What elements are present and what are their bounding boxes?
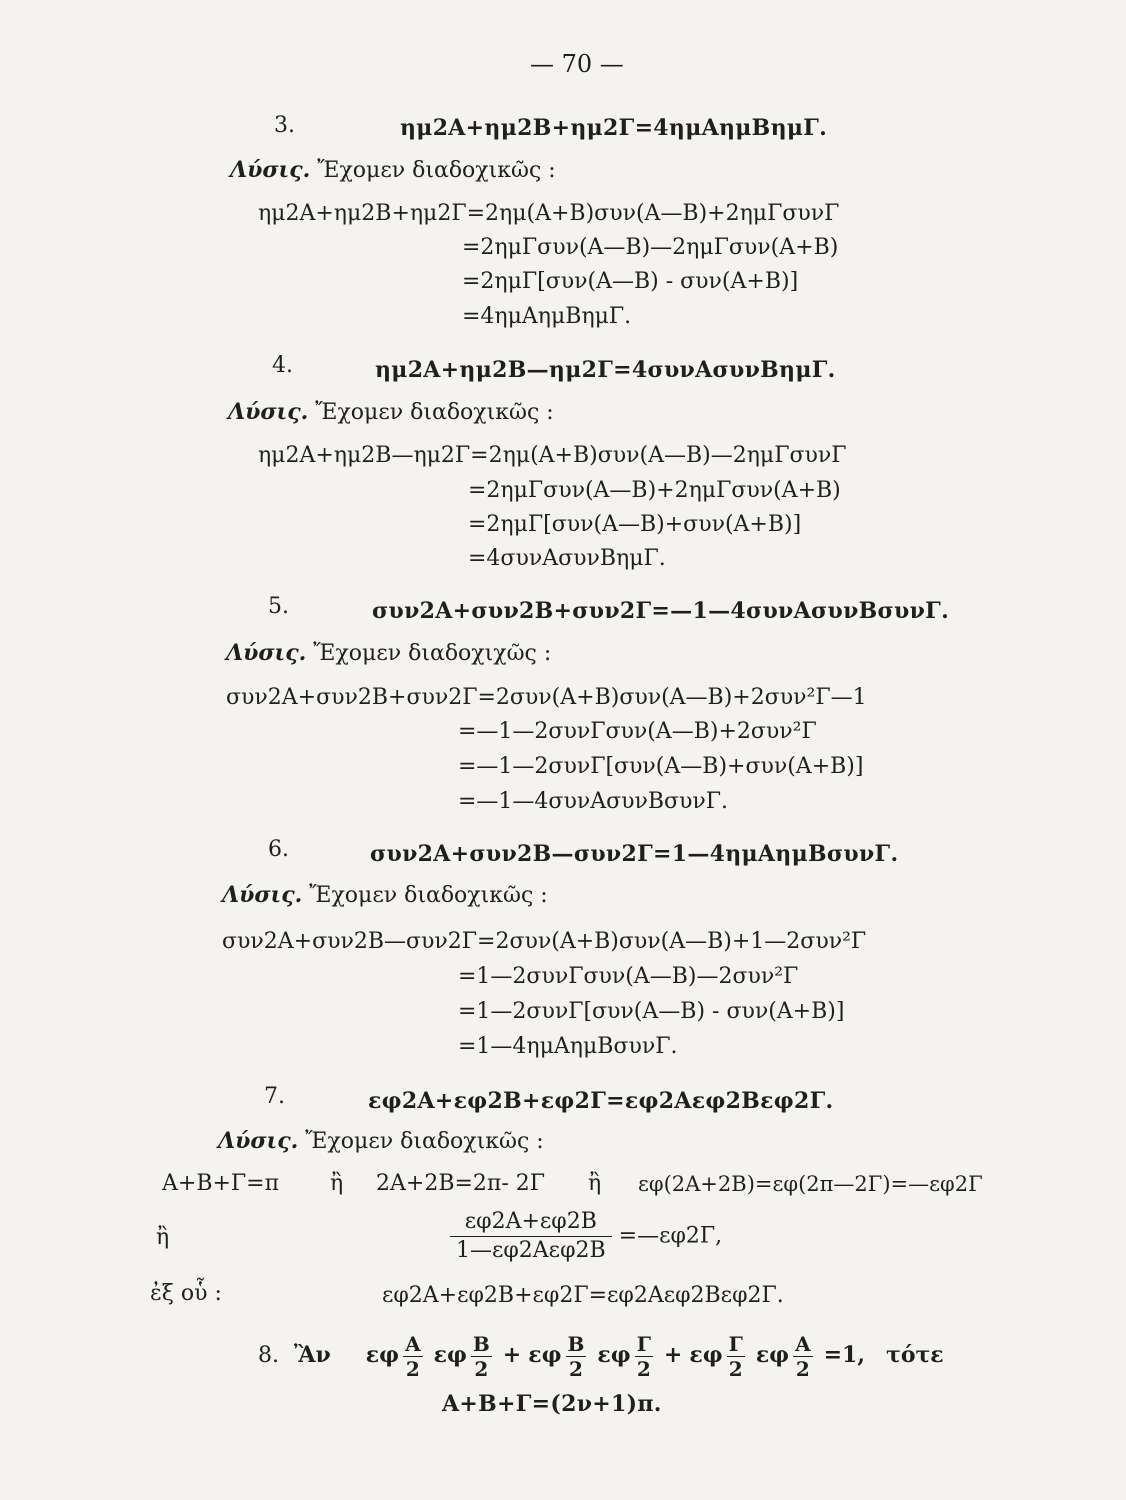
problem-7-row-1-or-1: ἢ xyxy=(330,1171,344,1196)
half-angle-A: $\frac{A}{2}$ xyxy=(795,1331,811,1381)
tan-symbol: εφ xyxy=(433,1342,467,1368)
problem-5-line-2: =—1—2συνΓσυν(Α—Β)+2συν²Γ xyxy=(458,719,817,744)
problem-4-line-3: =2ημΓ[συν(Α—Β)+συν(Α+Β)] xyxy=(468,512,802,537)
problem-7-fraction-row xyxy=(450,1208,722,1265)
solution-text: Ἔχομεν διαδοχικῶς : xyxy=(315,400,554,425)
problem-5-solution-intro xyxy=(226,639,551,668)
problem-6-line-2: =1—2συνΓσυν(Α—Β)—2συν²Γ xyxy=(458,964,799,989)
problem-7-row-2-or: ἢ xyxy=(156,1225,170,1250)
problem-5-statement: συν2Α+συν2Β+συν2Γ=—1—4συνΑσυνΒσυνΓ. xyxy=(372,598,950,624)
solution-label: Λύσις. xyxy=(222,882,303,908)
tan-symbol: εφ xyxy=(597,1342,631,1368)
problem-8-number: 8. xyxy=(258,1343,279,1368)
problem-7-row-1a: Α+Β+Γ=π xyxy=(162,1171,280,1196)
problem-5-line-4: =—1—4συνΑσυνΒσυνΓ. xyxy=(458,789,729,814)
half-angle-B: $\frac{B}{2}$ xyxy=(472,1331,490,1381)
problem-6-line-3: =1—2συνΓ[συν(Α—Β) - συν(Α+Β)] xyxy=(458,999,845,1024)
problem-7-row-3-equation: εφ2Α+εφ2Β+εφ2Γ=εφ2Αεφ2Βεφ2Γ. xyxy=(382,1283,784,1308)
fraction-numerator: εφ2Α+εφ2Β xyxy=(450,1208,612,1237)
fraction xyxy=(450,1208,612,1265)
solution-label: Λύσις. xyxy=(228,399,309,425)
problem-7-number: 7. xyxy=(264,1084,285,1109)
problem-5-line-1: συν2Α+συν2Β+συν2Γ=2συν(Α+Β)συν(Α—Β)+2συν²Γ—1 xyxy=(226,685,867,710)
tan-symbol: εφ xyxy=(689,1342,723,1368)
problem-7-row-3-label: ἐξ οὗ : xyxy=(150,1281,222,1306)
tan-symbol: εφ xyxy=(528,1342,562,1368)
solution-label: Λύσις. xyxy=(218,1128,299,1154)
problem-3-line-3: =2ημΓ[συν(Α—Β) - συν(Α+Β)] xyxy=(462,269,799,294)
problem-3-number: 3. xyxy=(274,113,295,138)
half-angle-G: $\frac{\Gamma}{2}$ xyxy=(728,1331,743,1381)
problem-8-statement xyxy=(258,1327,944,1384)
solution-label: Λύσις. xyxy=(226,640,307,666)
problem-4-statement: ημ2Α+ημ2Β—ημ2Γ=4συνΑσυνΒημΓ. xyxy=(375,357,836,383)
half-angle-G: $\frac{\Gamma}{2}$ xyxy=(636,1331,651,1381)
problem-8-if: Ἂν xyxy=(294,1342,331,1368)
problem-7-row-1-or-2: ἢ xyxy=(588,1171,602,1196)
solution-text: Ἔχομεν διαδοχιχῶς : xyxy=(313,641,552,666)
problem-3-solution-intro xyxy=(230,156,556,185)
then-word: τότε xyxy=(886,1342,944,1368)
fraction-denominator: 1—εφ2Αεφ2Β xyxy=(456,1238,606,1263)
problem-7-solution-intro xyxy=(218,1127,544,1156)
problem-3-statement: ημ2Α+ημ2Β+ημ2Γ=4ημΑημΒημΓ. xyxy=(400,115,828,141)
problem-3-line-1: ημ2Α+ημ2Β+ημ2Γ=2ημ(Α+Β)συν(Α—Β)+2ημΓσυνΓ xyxy=(258,201,840,226)
problem-4-line-1: ημ2Α+ημ2Β—ημ2Γ=2ημ(Α+Β)συν(Α—Β)—2ημΓσυνΓ xyxy=(258,443,847,468)
solution-text: Ἔχομεν διαδοχικῶς : xyxy=(317,158,556,183)
fraction-rhs: =—εφ2Γ, xyxy=(618,1223,723,1249)
problem-8-conclusion: Α+Β+Γ=(2ν+1)π. xyxy=(442,1391,662,1417)
half-angle-B: $\frac{B}{2}$ xyxy=(567,1331,585,1381)
page-number: — 70 — xyxy=(530,50,624,78)
solution-text: Ἔχομεν διαδοχικῶς : xyxy=(309,883,548,908)
plus-sign: + xyxy=(663,1342,683,1368)
solution-label: Λύσις. xyxy=(230,157,311,183)
problem-5-number: 5. xyxy=(268,594,289,619)
problem-4-solution-intro xyxy=(228,398,554,427)
problem-6-number: 6. xyxy=(268,837,289,862)
problem-7-statement: εφ2Α+εφ2Β+εφ2Γ=εφ2Αεφ2Βεφ2Γ. xyxy=(368,1088,834,1114)
problem-6-line-4: =1—4ημΑημΒσυνΓ. xyxy=(458,1034,678,1059)
problem-3-line-4: =4ημΑημΒημΓ. xyxy=(462,304,632,329)
problem-7-row-1b: 2Α+2Β=2π- 2Γ xyxy=(376,1171,546,1196)
problem-4-line-4: =4συνΑσυνΒημΓ. xyxy=(468,546,666,571)
problem-4-line-2: =2ημΓσυν(Α—Β)+2ημΓσυν(Α+Β) xyxy=(468,478,841,503)
problem-6-line-1: συν2Α+συν2Β—συν2Γ=2συν(Α+Β)συν(Α—Β)+1—2συν²Γ xyxy=(222,929,867,954)
problem-7-row-1c: εφ(2Α+2Β)=εφ(2π—2Γ)=—εφ2Γ xyxy=(638,1172,983,1196)
equals-one: =1, xyxy=(823,1342,866,1368)
problem-6-solution-intro xyxy=(222,881,548,910)
problem-5-line-3: =—1—2συνΓ[συν(Α—Β)+συν(Α+Β)] xyxy=(458,754,864,779)
half-angle-A: $\frac{A}{2}$ xyxy=(405,1331,421,1381)
problem-4-number: 4. xyxy=(272,353,293,378)
tan-symbol: εφ xyxy=(365,1342,400,1368)
problem-3-line-2: =2ημΓσυν(Α—Β)—2ημΓσυν(Α+Β) xyxy=(462,235,839,260)
solution-text: Ἔχομεν διαδοχικῶς : xyxy=(305,1129,544,1154)
plus-sign: + xyxy=(502,1342,522,1368)
tan-symbol: εφ xyxy=(755,1342,790,1368)
problem-6-statement: συν2Α+συν2Β—συν2Γ=1—4ημΑημΒσυνΓ. xyxy=(370,841,899,867)
